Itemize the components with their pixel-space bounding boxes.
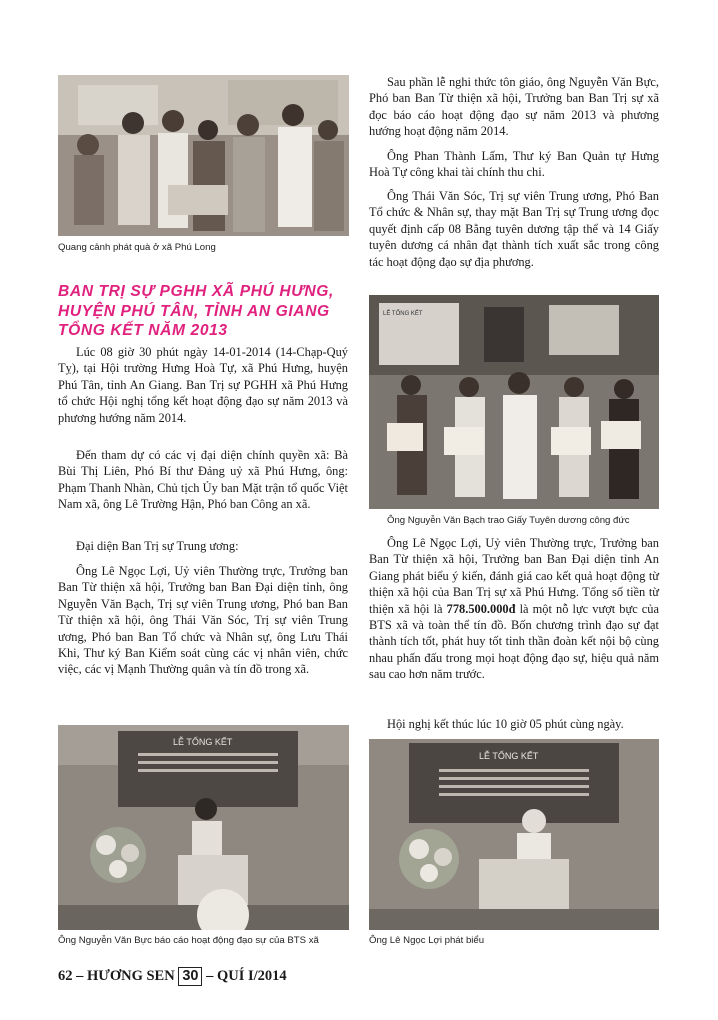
photo-speaker-report-banner: LỄ TỔNG KẾT bbox=[173, 737, 233, 747]
left-paragraph-4: Ông Lê Ngọc Lợi, Uỷ viên Thường trực, Trưởng ban Ban Từ thiện xã hội, Trưởng ban Ban Đại diện tỉnh, ông Nguyễn Văn Bạch, Trị sự viên Trung ương, Phó ban Ban Từ thiện xã hội, ông Thái Văn Sóc, Trị sự viên Trung ương, Phó ban Ban Tổ chức và Nhân sự, ông Lưu Thái Khi, Thư ký Ban Kiểm soát cùng các vị nhân viên, chức việc, các vị Mạnh Thường quân và tín đồ trong xã. bbox=[58, 564, 348, 677]
photo-speech bbox=[369, 739, 659, 930]
article-headline: BAN TRỊ SỰ PGHH XÃ PHÚ HƯNG, HUYỆN PHÚ TÂN, TỈNH AN GIANG TỔNG KẾT NĂM 2013 bbox=[58, 283, 334, 340]
photo-speech-banner: LỄ TỔNG KẾT bbox=[479, 751, 539, 761]
left-paragraph-3: Đại diện Ban Trị sự Trung ương: bbox=[76, 539, 239, 553]
page-number: 62 bbox=[58, 968, 73, 984]
right-paragraph-2: Ông Phan Thành Lấm, Thư ký Ban Quản tự Hưng Hoà Tự công khai tài chính thu chi. bbox=[369, 149, 659, 180]
issue-number-box: 30 bbox=[178, 967, 202, 986]
magazine-title: HƯƠNG SEN bbox=[87, 968, 175, 984]
right-paragraph-1: Sau phần lễ nghi thức tôn giáo, ông Nguyễn Văn Bực, Phó ban Ban Từ thiện xã hội, Trưởng ban Ban Trị sự xã đọc báo cáo hoạt động đạo sự năm 2013 và phương hướng hoạt động năm 2014. bbox=[369, 75, 659, 139]
photo-gift-distribution bbox=[58, 75, 349, 236]
right-paragraph-4 bbox=[369, 535, 659, 683]
right-paragraph-3: Ông Thái Văn Sóc, Trị sự viên Trung ương, Phó Ban Tổ chức & Nhân sự, thay mặt Ban Trị sự Trung ương đọc quyết định cấp 08 Bằng tuyên dương tập thể và 14 Giấy tuyên dương cá nhân đạt thành tích xuất sắc trong công tác hoạt động đạo sự địa phương. bbox=[369, 189, 659, 269]
photo-gift-distribution-caption: Quang cảnh phát quà ở xã Phú Long bbox=[58, 242, 216, 253]
photo-speaker-report-caption: Ông Nguyễn Văn Bực báo cáo hoạt động đạo sự của BTS xã bbox=[58, 935, 319, 946]
left-paragraph-2: Đến tham dự có các vị đại diện chính quyền xã: Bà Bùi Thị Liên, Phó Bí thư Đảng uỷ xã Phú Hưng, ông: Phạm Thanh Nhàn, Chủ tịch Ủy ban Mặt trận tổ quốc Việt Nam xã, ông Lê Trường Hận, Phó ban Công an xã. bbox=[58, 448, 348, 512]
photo-award-ceremony bbox=[369, 295, 659, 509]
right-paragraph-4-before: Ông Lê Ngọc Lợi, Uỷ viên Thường trực, Trưởng ban Ban Từ thiện xã hội, Trưởng ban Ban Đại diện tỉnh An Giang phát biểu ý kiến, đánh giá cao kết quả hoạt động từ thiện xã hội của Ban Trị sự xã Phú Hưng. Tổng số tiền từ thiện xã hội là bbox=[369, 536, 659, 616]
page-footer bbox=[58, 966, 287, 988]
footer-dash-2: – bbox=[206, 968, 214, 984]
photo-speech-caption: Ông Lê Ngọc Lợi phát biểu bbox=[369, 935, 485, 946]
right-paragraph-5: Hội nghị kết thúc lúc 10 giờ 05 phút cùng ngày. bbox=[387, 717, 624, 731]
issue-period: QUÍ I/2014 bbox=[216, 968, 287, 984]
charity-total-amount: 778.500.000đ bbox=[446, 601, 516, 616]
photo-award-banner-text: LỄ TỔNG KẾT bbox=[383, 311, 423, 317]
right-paragraph-4-after: là một nỗ lực vượt bực của BTS xã và toàn thể tín đồ. Bốn chương trình đạo sự đạt thành tích tốt, phát huy tốt tinh thần đoàn kết nội bộ cùng nhau phấn đấu trong mọi hoạt động đạo sự, hiệu quả năm sau cao hơn năm trước. bbox=[369, 601, 659, 682]
left-paragraph-1: Lúc 08 giờ 30 phút ngày 14-01-2014 (14-Chạp-Quý Tỵ), tại Hội trường Hưng Hoà Tự, xã Phú Hưng, huyện Phú Tân, tỉnh An Giang. Ban Trị sự PGHH xã Phú Hưng tổ chức Hội nghị tổng kết hoạt động đạo sự năm 2013 và phương hướng năm 2014. bbox=[58, 345, 348, 425]
photo-award-ceremony-caption: Ông Nguyễn Văn Bạch trao Giấy Tuyên dương công đức bbox=[387, 515, 630, 526]
photo-speaker-report bbox=[58, 725, 349, 930]
footer-dash-1: – bbox=[76, 968, 84, 984]
